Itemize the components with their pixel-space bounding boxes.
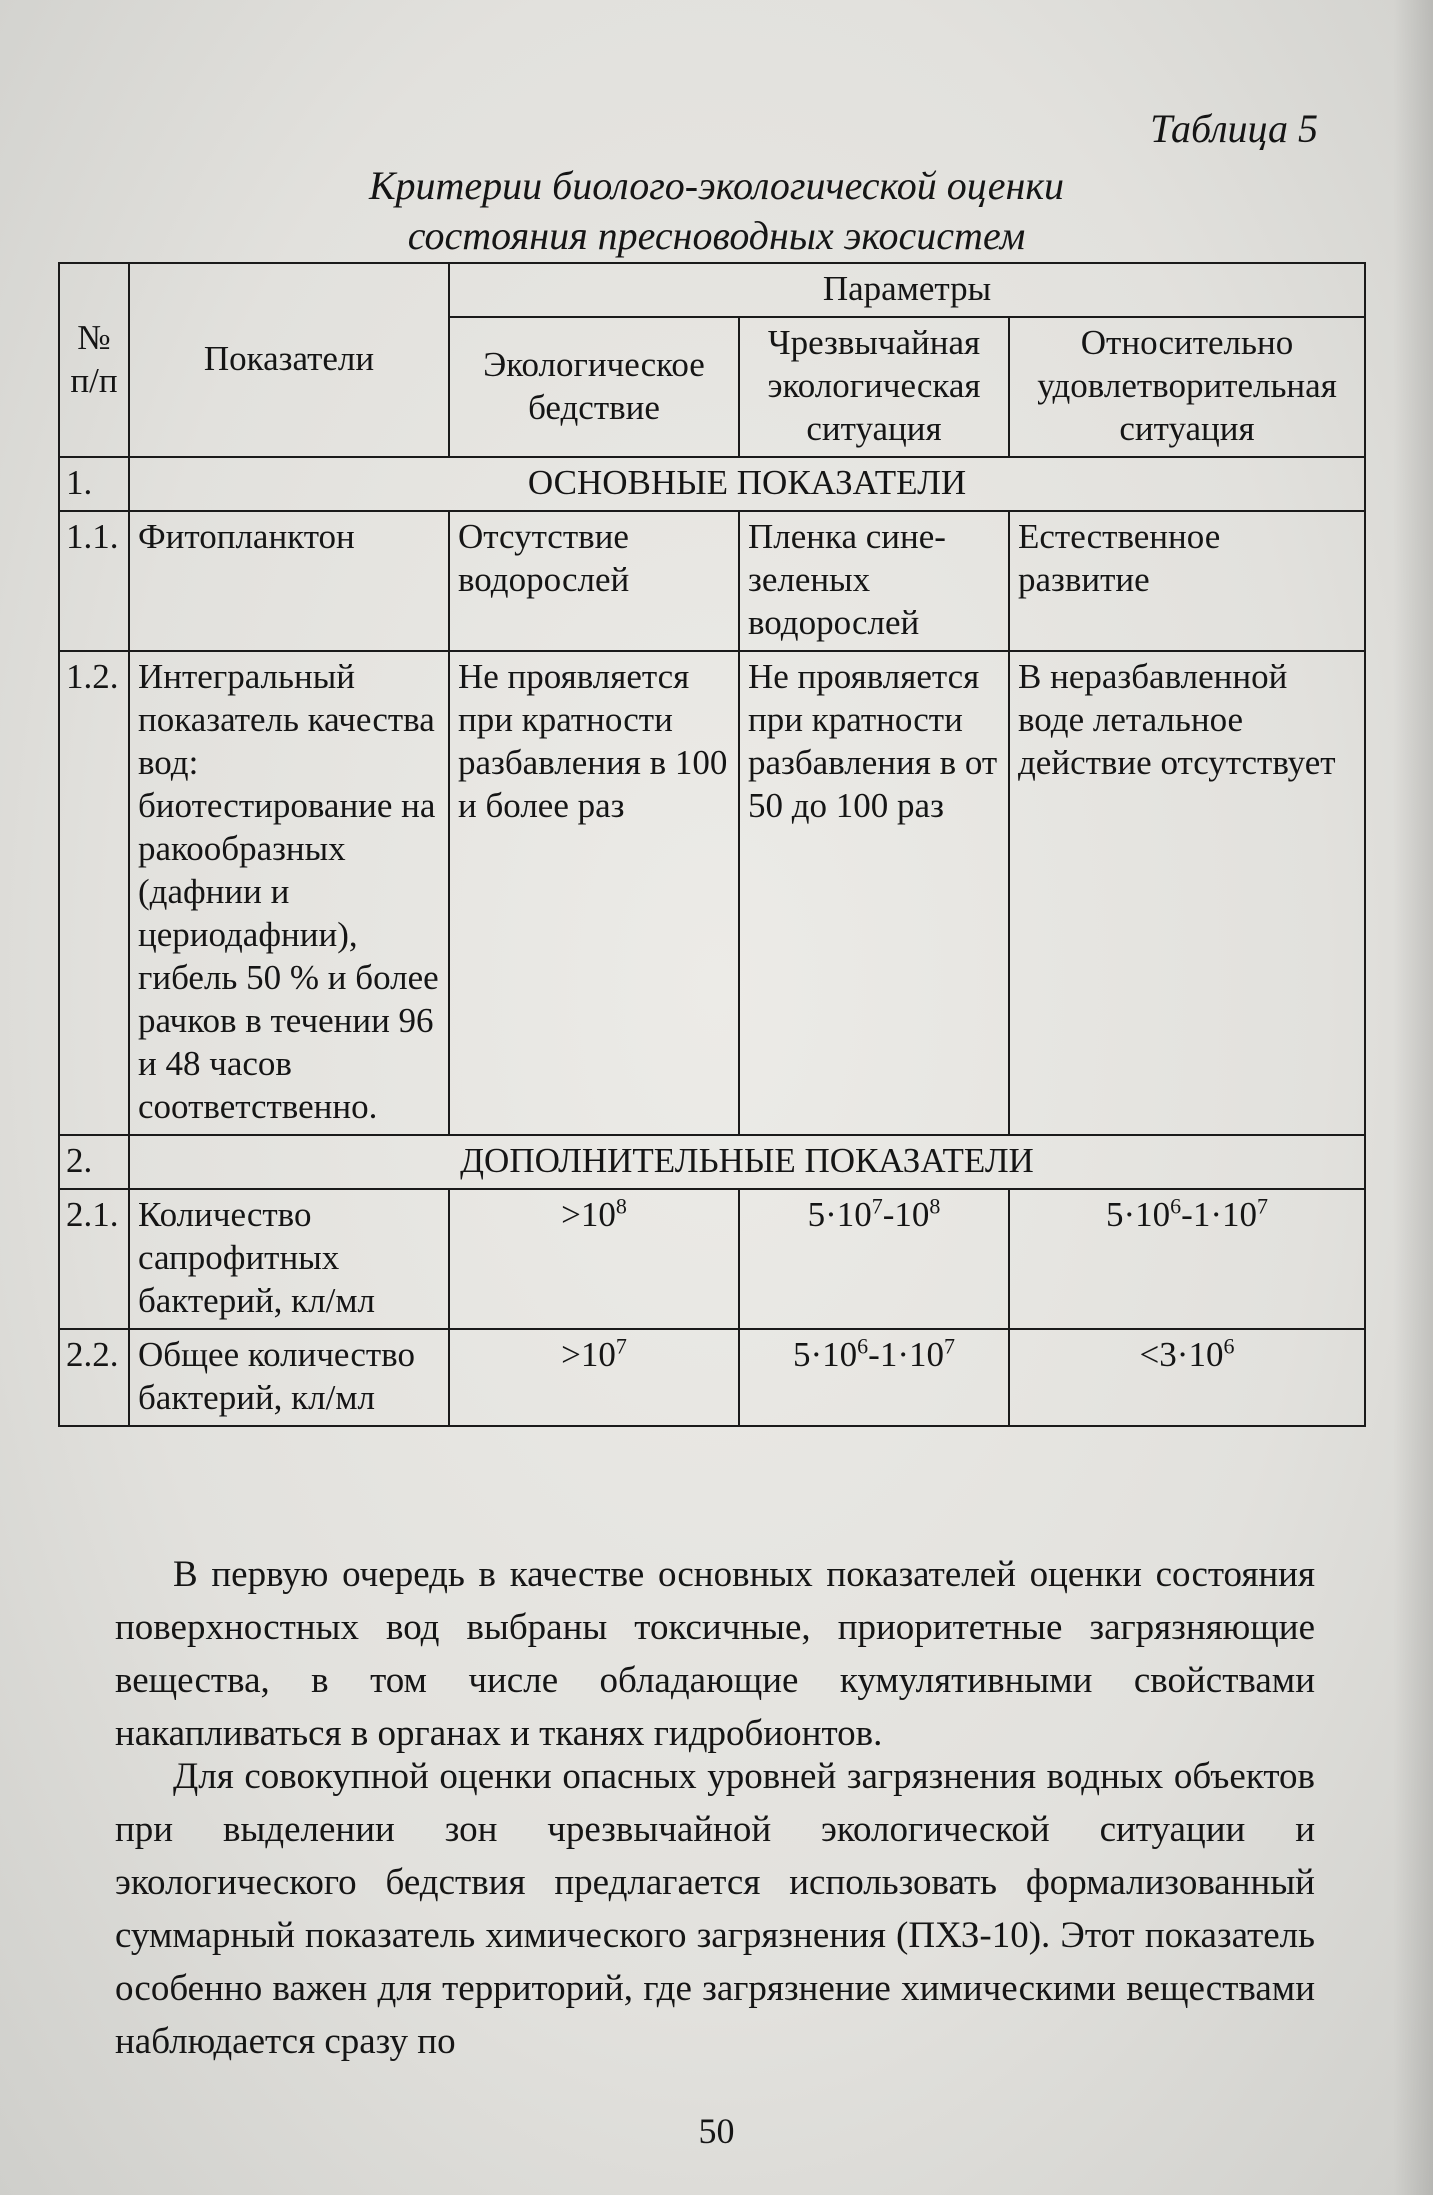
section-row-main [59, 457, 1365, 511]
paragraph-text: В первую очередь в качестве основных показателей оценки состояния поверхностных вод выбраны токсичные, приоритетные загрязняющие вещества, в том числе обладающие кумулятивными свойствами накапливаться в органах и тканях гидробионтов. [115, 1554, 1315, 1754]
paragraph-text: Для совокупной оценки опасных уровней загрязнения водных объектов при выделении зон чрезвычайной экологической ситуации и экологического бедствия предлагается использовать формализованный суммарный показатель химического загрязнения (ПХЗ-10). Этот показатель особенно важен для территорий, где загрязнение химическими веществами наблюдается сразу по [115, 1756, 1315, 2062]
row-indicator: Интегральный показатель качества вод: биотестирование на ракообразных (дафнии и цериодафнии), гибель 50 % и более рачков в течении 96 и 48 часов соответственно. [129, 651, 449, 1135]
table-row [59, 651, 1365, 1135]
table-row [59, 511, 1365, 651]
header-satisfactory: Относительно удовлетворительная ситуация [1009, 317, 1365, 457]
page-number: 50 [698, 2111, 735, 2151]
row-satisfactory: Естественное развитие [1009, 511, 1365, 651]
row-number: 2.1. [59, 1189, 129, 1329]
row-indicator: Количество сапрофитных бактерий, кл/мл [129, 1189, 449, 1329]
paragraph-2 [115, 1750, 1315, 2068]
header-emergency: Чрезвычайная экологическая ситуация [739, 317, 1009, 457]
row-emergency: Пленка сине-зеленых водорослей [739, 511, 1009, 651]
row-satisfactory: В неразбавленной воде летальное действие отсутствует [1009, 651, 1365, 1135]
row-indicator: Общее количество бактерий, кл/мл [129, 1329, 449, 1426]
row-number: 2.2. [59, 1329, 129, 1426]
header-number: № п/п [59, 263, 129, 457]
header-parameters: Параметры [449, 263, 1365, 317]
row-number: 1.1. [59, 511, 129, 651]
header-indicators: Показатели [129, 263, 449, 457]
row-disaster: Отсутствие водорослей [449, 511, 739, 651]
row-disaster: $>10^7$ [449, 1329, 739, 1426]
table-row [59, 1329, 1365, 1426]
section-number: 2. [59, 1135, 129, 1189]
header-disaster: Экологическое бедствие [449, 317, 739, 457]
row-satisfactory: $5\cdot 10^6-1\cdot 10^7$ [1009, 1189, 1365, 1329]
section-title: ДОПОЛНИТЕЛЬНЫЕ ПОКАЗАТЕЛИ [129, 1135, 1365, 1189]
table-row [59, 1189, 1365, 1329]
row-indicator: Фитопланктон [129, 511, 449, 651]
row-disaster: $>10^8$ [449, 1189, 739, 1329]
page-edge-shadow [1393, 0, 1433, 2195]
section-number: 1. [59, 457, 129, 511]
row-emergency: $5\cdot 10^7-10^8$ [739, 1189, 1009, 1329]
section-title: ОСНОВНЫЕ ПОКАЗАТЕЛИ [129, 457, 1365, 511]
paragraph-1 [115, 1548, 1315, 1760]
row-satisfactory: $<3\cdot 10^6$ [1009, 1329, 1365, 1426]
table-number: Таблица 5 [1150, 106, 1318, 151]
table-caption-line1: Критерии биолого-экологической оценки [368, 163, 1065, 208]
section-row-additional [59, 1135, 1365, 1189]
row-emergency: $5\cdot 10^6-1\cdot 10^7$ [739, 1329, 1009, 1426]
criteria-table [58, 262, 1366, 1427]
table-header-row [59, 263, 1365, 317]
table-caption-line2: состояния пресноводных экосистем [407, 213, 1026, 258]
row-number: 1.2. [59, 651, 129, 1135]
row-disaster: Не проявляется при кратности разбавления в 100 и более раз [449, 651, 739, 1135]
row-emergency: Не проявляется при кратности разбавления в от 50 до 100 раз [739, 651, 1009, 1135]
